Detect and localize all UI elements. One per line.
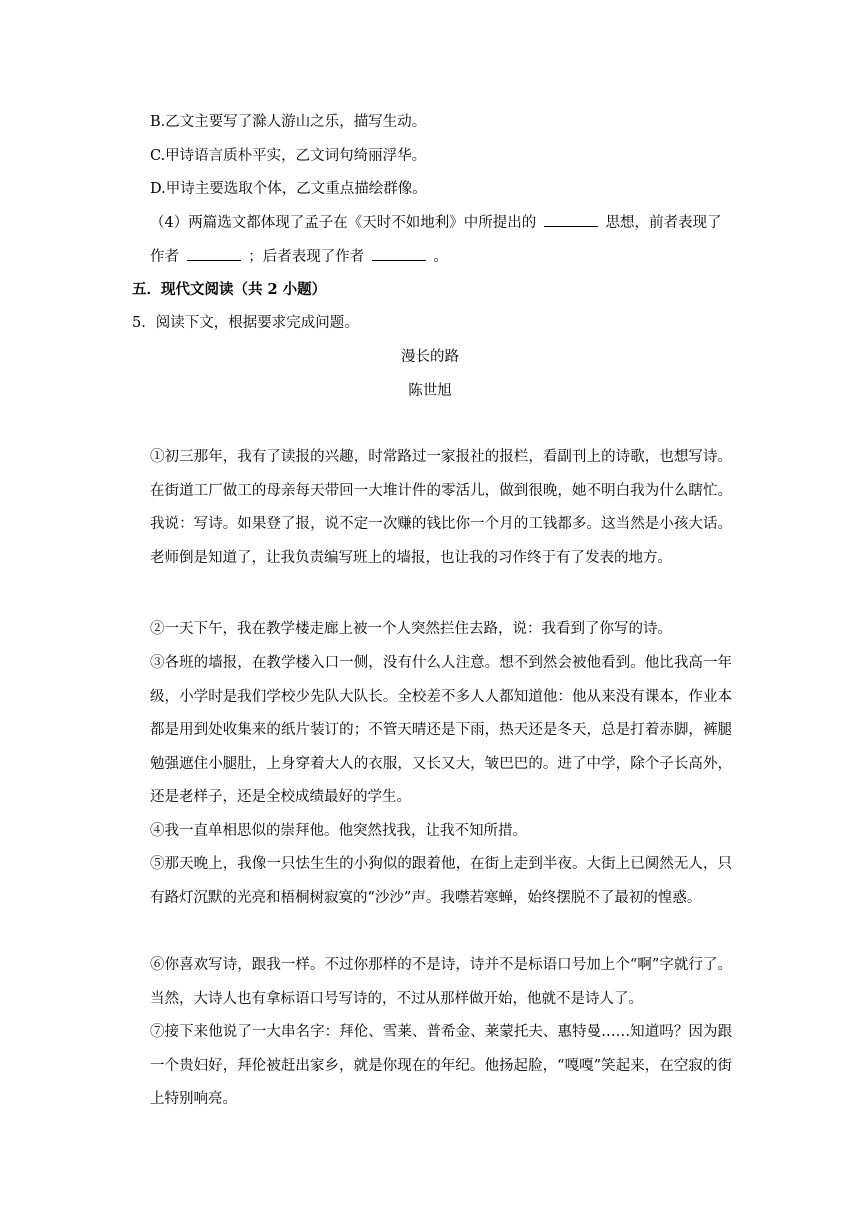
option-b: B.乙文主要写了滁人游山之乐，描写生动。 bbox=[150, 114, 427, 130]
question-4-line-2 bbox=[150, 246, 448, 267]
answer-blank-2[interactable] bbox=[187, 246, 241, 261]
question-4-text: 作者 bbox=[150, 249, 179, 265]
article-paragraph-1: ①初三那年，我有了读报的兴趣，时常路过一家报社的报栏，看副刊上的诗歌，也想写诗。在街道工厂做工的母亲每天带回一大堆计件的零活儿，做到很晚，她不明白我为什么瞎忙。我说：写诗。如果登了报，说不定一次赚的钱比你一个月的工钱都多。这当然是小孩大话。老师倒是知道了，让我负责编写班上的墙报，也让我的习作终于有了发表的地方。 bbox=[150, 449, 732, 566]
question-4-text: 思想，前者表现了 bbox=[605, 215, 722, 231]
article-paragraph-5: ⑤那天晚上，我像一只怯生生的小狗似的跟着他，在街上走到半夜。大街上已阒然无人，只有路灯沉默的光亮和梧桐树寂寞的“沙沙”声。我噤若寒蝉，始终摆脱不了最初的惶惑。 bbox=[150, 856, 732, 906]
question-4-text: 。 bbox=[433, 249, 448, 265]
article-paragraph-6: ⑥你喜欢写诗，跟我一样。不过你那样的不是诗，诗并不是标语口号加上个“啊”字就行了。当然，大诗人也有拿标语口号写诗的，不过从那样做开始，他就不是诗人了。 bbox=[150, 957, 732, 1007]
article-paragraph-2: ②一天下午，我在教学楼走廊上被一个人突然拦住去路，说：我看到了你写的诗。 bbox=[150, 621, 672, 637]
question-4-line-1 bbox=[150, 212, 721, 233]
answer-blank-1[interactable] bbox=[544, 212, 598, 227]
article-paragraph-3: ③各班的墙报，在教学楼入口一侧，没有什么人注意。想不到然会被他看到。他比我高一年级，小学时是我们学校少先队大队长。全校差不多人人都知道他：他从来没有课本，作业本都是用到处收集来的纸片装订的；不管天晴还是下雨，热天还是冬天，总是打着赤脚，裤腿勉强遮住小腿肚，上身穿着大人的衣服，又长又大，皱巴巴的。进了中学，除个子长高外，还是老样子，还是全校成绩最好的学生。 bbox=[150, 655, 732, 806]
question-5-prompt: 5．阅读下文，根据要求完成问题。 bbox=[132, 315, 359, 331]
article-title: 漫长的路 bbox=[401, 349, 459, 365]
question-4-text: ；后者表现了作者 bbox=[248, 249, 365, 265]
question-4-text: （4）两篇选文都体现了孟子在《天时不如地利》中所提出的 bbox=[150, 215, 537, 231]
option-c: C.甲诗语言质朴平实，乙文词句绮丽浮华。 bbox=[150, 148, 427, 164]
answer-blank-3[interactable] bbox=[372, 246, 426, 261]
article-paragraph-7: ⑦接下来他说了一大串名字：拜伦、雪莱、普希金、莱蒙托夫、惠特曼……知道吗？因为跟一个贵妇好，拜伦被赶出家乡，就是你现在的年纪。他扬起脸，“嘎嘎”笑起来，在空寂的街上特别响亮。 bbox=[150, 1024, 732, 1108]
section-heading: 五．现代文阅读（共 2 小题） bbox=[132, 281, 327, 298]
article-paragraph-4: ④我一直单相思似的崇拜他。他突然找我，让我不知所措。 bbox=[150, 823, 527, 839]
article-author: 陈世旭 bbox=[408, 383, 452, 399]
option-d: D.甲诗主要选取个体，乙文重点描绘群像。 bbox=[150, 181, 427, 197]
